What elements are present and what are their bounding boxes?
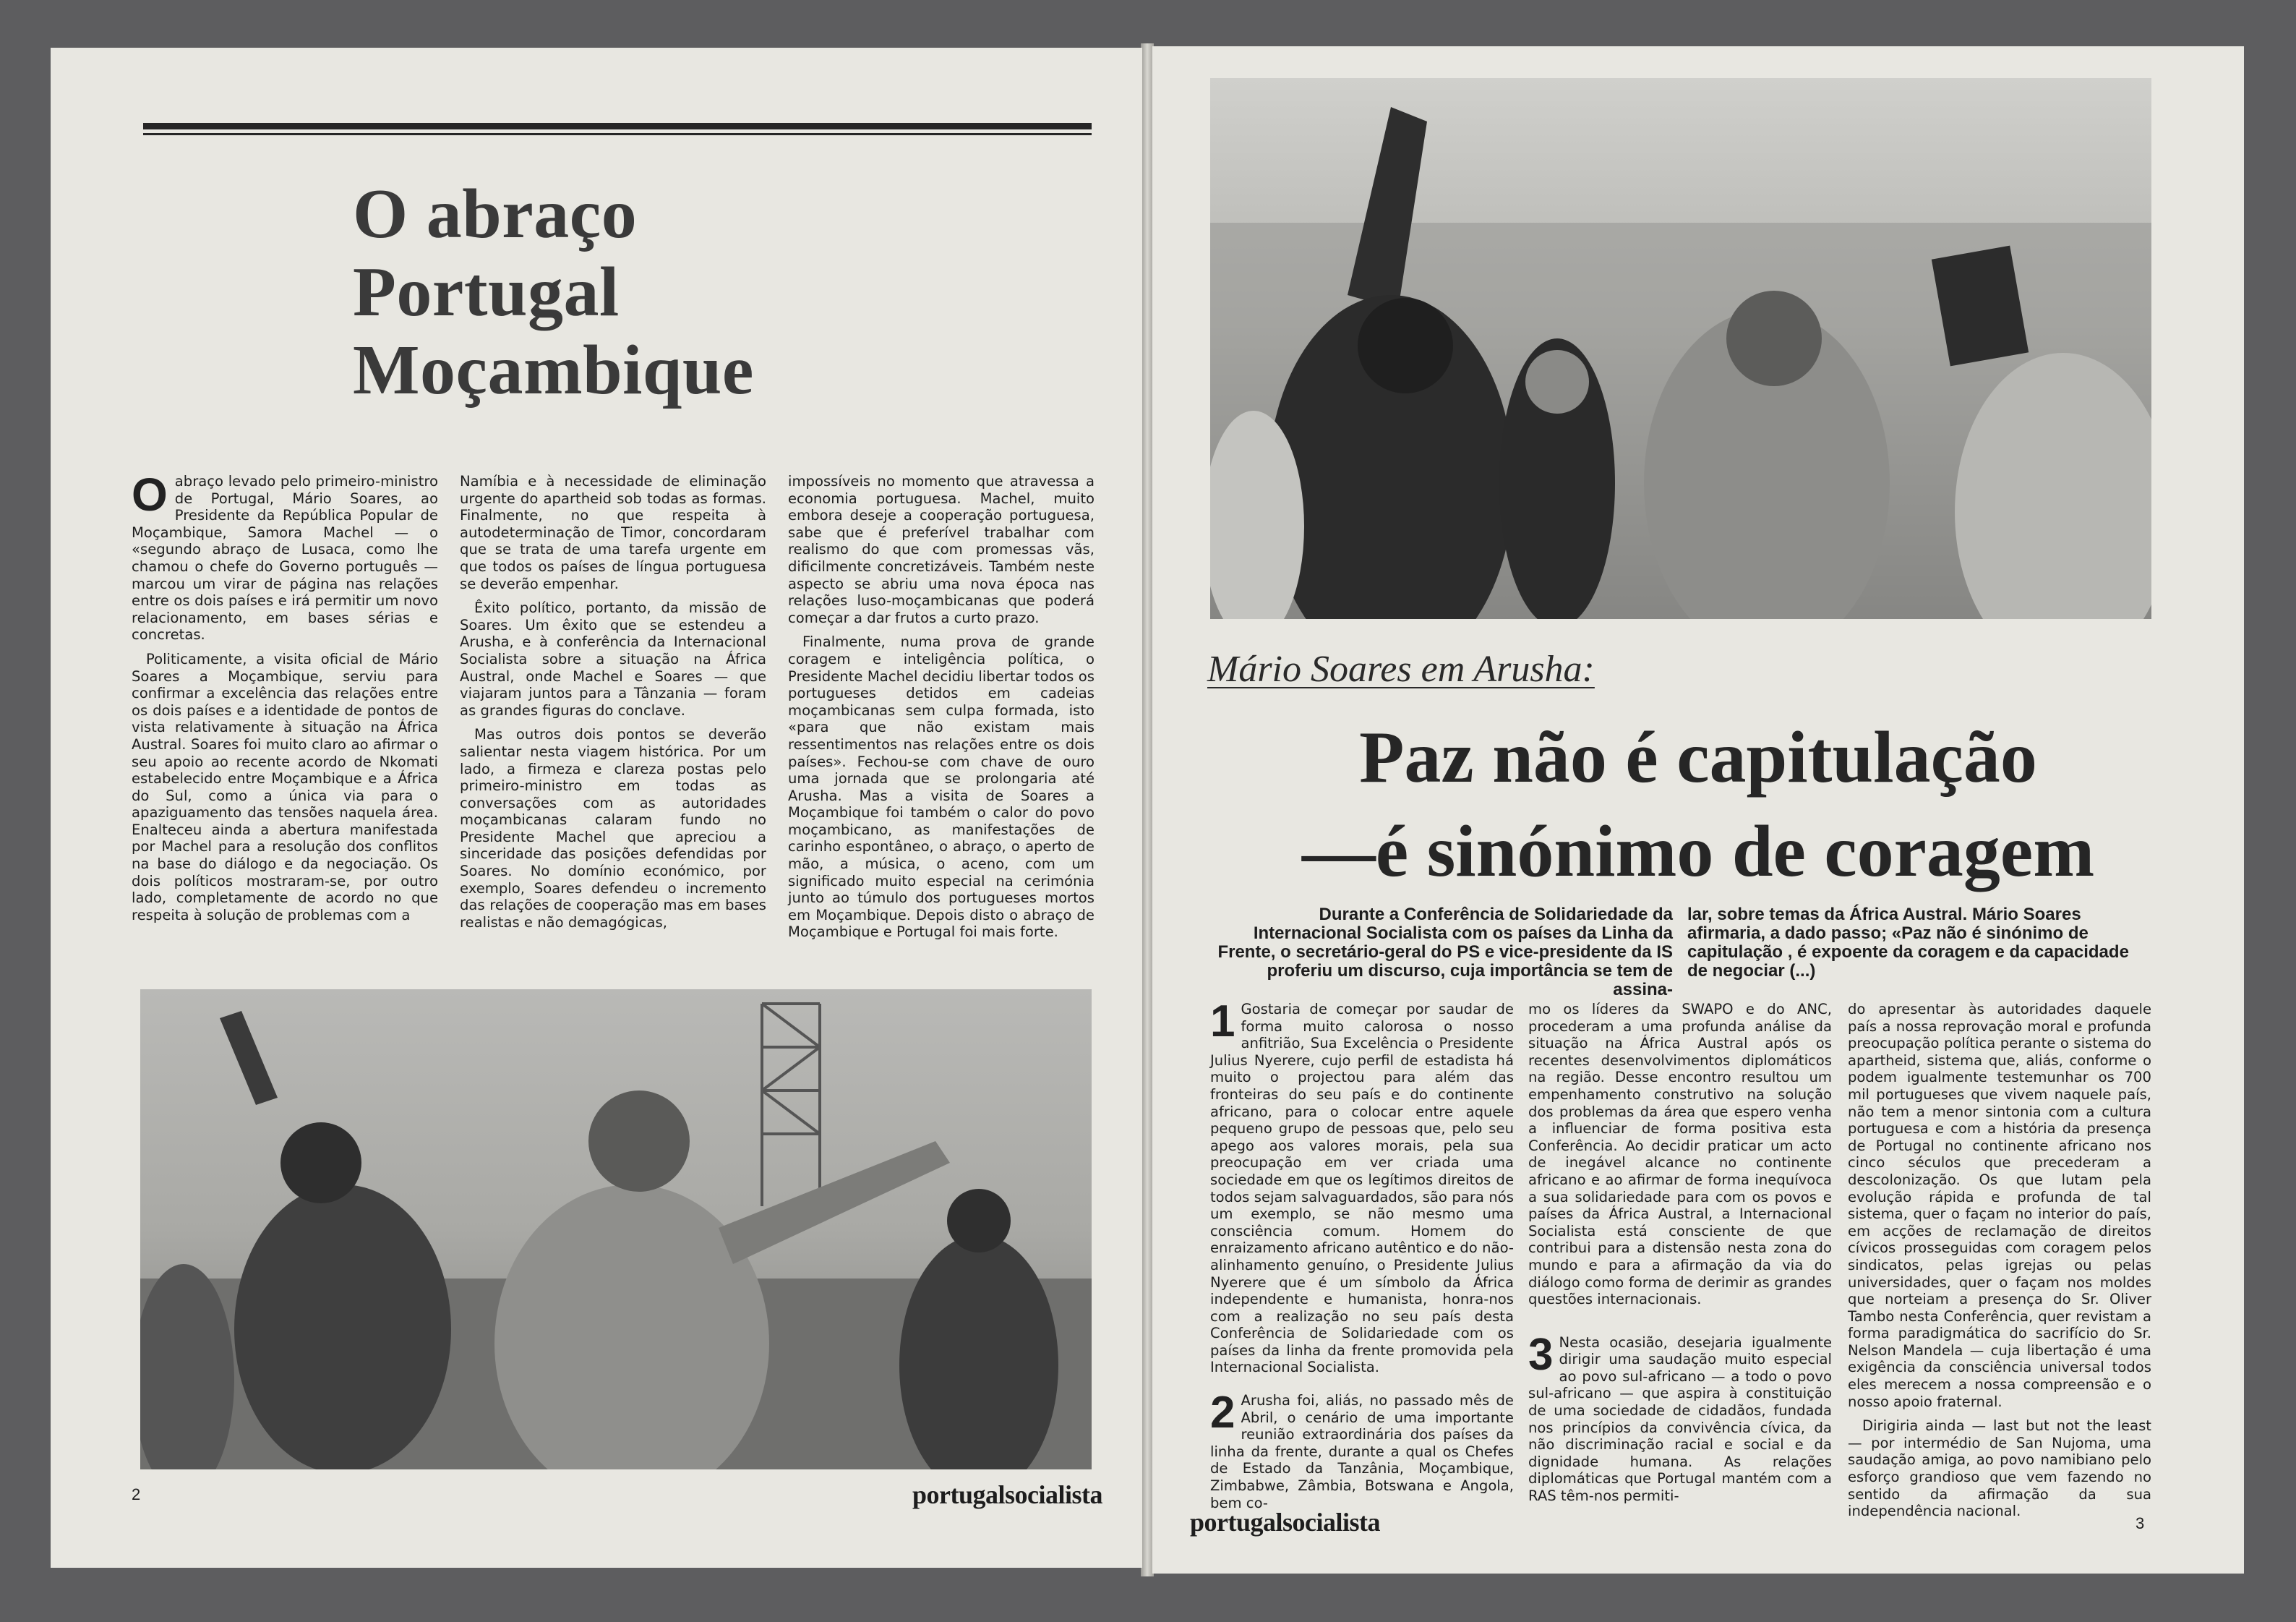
lede-left: Durante a Conferência de Solidariedade da Internacional Socialista com os países da Linha da Frente, o secretário-geral do PS e vice-presidente da IS proferiu um discurso, cuja importância se tem de assina- bbox=[1217, 905, 1673, 999]
article-headline-line-2: —é sinónimo de coragem bbox=[1301, 811, 2095, 892]
speech-column-3 bbox=[1848, 1001, 2151, 1527]
article-column-3 bbox=[788, 473, 1095, 948]
column-2-paragraph-2: Êxito político, portanto, da missão de Soares. Um êxito que se estendeu a Arusha, e à conferência da Internacional Socialista sobre a situação na África Austral, onde Machel e Soares — que viajaram juntos para a Tânzania — foram as grandes figuras do conclave. bbox=[460, 599, 766, 719]
section-number-1: 1 bbox=[1210, 996, 1235, 1046]
header-rule bbox=[143, 123, 1092, 129]
header-rule-thin bbox=[143, 133, 1092, 135]
drop-cap: O bbox=[132, 469, 168, 521]
column-3-paragraph-1: impossíveis no momento que atravessa a economia portuguesa. Machel, muito embora deseje a cooperação portuguesa, sabe que é preferível trabalhar com realismo do que com promessas vãs, dificilmente concretizáveis. Também neste aspecto se abriu uma nova época nas relações luso-moçambicanas que poderá começar a dar frutos a curto prazo. bbox=[788, 473, 1095, 626]
page-number: 2 bbox=[132, 1485, 141, 1503]
page-number: 3 bbox=[2136, 1514, 2145, 1532]
right-page bbox=[1152, 46, 2244, 1574]
article-headline bbox=[353, 175, 754, 409]
section-number-2: 2 bbox=[1210, 1388, 1235, 1438]
article-column-1 bbox=[132, 469, 438, 931]
article-kicker: Mário Soares em Arusha: bbox=[1207, 649, 1595, 690]
section-3-text: Nesta ocasião, desejaria igualmente dirigir uma saudação muito especial ao povo sul-africano — a todo o povo sul-africano — que aspira à constituição de uma sociedade de cidadãos, fundada nos princípios da convivência cívica, da não discriminação racial e social e da dignidade humana. As relações diplomáticas que Portugal mantém com a RAS têm-nos permiti- bbox=[1528, 1333, 1832, 1505]
headline-line-2: Portugal bbox=[353, 253, 620, 331]
headline-line-1: O abraço bbox=[353, 175, 638, 253]
section-2-continued: mo os líderes da SWAPO e do ANC, procederam a uma profunda análise da situação na África Austral após os recentes desenvolvimentos diplomáticos na região. Desse encontro resultou um empenhamento construtivo na solução dos problemas da área que espero venha a influenciar de forma positiva esta Conferência. Ao decidir praticar um acto de inegável alcance no continente africano e ao afirmar de forma inequívoca a sua solidariedade para com os povos e países da África Austral, a Internacional Socialista está consciente de que contribui para a distensão nesta zona do mundo e para a afirmação da via do diálogo como forma de derimir as grandes questões internacionais. bbox=[1528, 1001, 1832, 1308]
column-1-paragraph-2: Politicamente, a visita oficial de Mário Soares a Moçambique, serviu para confirmar a excelência das relações entre os dois países e a identidade de pontos de vista relativamente à situação na África Austral. Soares foi muito claro ao afirmar o seu apoio ao recente acordo de Nkomati estabelecido entre Moçambique e a África do Sul, como a única via para o apaziguamento das tensões naquela área. Enalteceu ainda a abertura manifestada por Machel para a resolução dos conflitos na base do diálogo e da negociação. Os dois políticos mostraram-se, por outro lado, completamente de acordo no que respeita à solução de problemas com a bbox=[132, 650, 438, 923]
column-1-paragraph-1: abraço levado pelo primeiro-ministro de Portugal, Mário Soares, ao Presidente da República Popular de Moçambique, Samora Machel — o «segundo abraço de Lusaca, como lhe chamou o chefe do Governo português — marcou um virar de página nas relações entre os dois países e irá permitir um novo relacionamento, em bases sérias e concretas. bbox=[132, 473, 438, 644]
article-headline-line-1: Paz não é capitulação bbox=[1359, 717, 2037, 798]
headline-line-3: Moçambique bbox=[353, 331, 754, 409]
column-3-paragraph-2: Finalmente, numa prova de grande coragem e inteligência política, o Presidente Machel decidiu libertar todos os portugueses detidos em cadeias moçambicanas sem culpa formada, isto «para que não existam mais ressentimentos nas relações entre os dois países». Fechou-se com chave de ouro uma jornada que se prolongaria até Arusha. Mas a visita de Soares a Moçambique foi também o calor do povo moçambicano, as manifestações de carinho espontâneo, o abraço, o aperto de mão, a música, o aceno, com um significado muito especial na cerimónia junto ao túmulo dos portugueses mortos em Moçambique. Depois disto o abraço de Moçambique e Portugal foi mais forte. bbox=[788, 633, 1095, 941]
lede-right: lar, sobre temas da África Austral. Mário Soares afirmaria, a dado passo; «Paz não é sinónimo de capitulação , é expoente da coragem e da capacidade de negociar (...) bbox=[1687, 905, 2129, 981]
masthead-footer: portugalsocialista bbox=[912, 1480, 1103, 1509]
column-2-paragraph-3: Mas outros dois pontos se deverão salientar nesta viagem histórica. Por um lado, a firmeza e clareza postas pelo primeiro-ministro em todas as conversações com as autoridades moçambicanas calaram fundo no Presidente Machel que apreciou a sinceridade das posições defendidas por Soares. No domínio económico, por exemplo, Soares defendeu o incremento das relações de cooperação mas em bases realistas e não demagógicas, bbox=[460, 726, 766, 931]
section-3-closing: Dirigiria ainda — last but not the least — por intermédio de San Nujoma, uma saudação amiga, ao povo namibiano pelo esforço grandioso que vem fazendo no sentido da afirmação da sua independência nacional. bbox=[1848, 1417, 2151, 1520]
speech-column-2 bbox=[1528, 1001, 1832, 1512]
section-1-text: Gostaria de começar por saudar de forma muito calorosa o nosso anfitrião, Sua Excelência o Presidente Julius Nyerere, cujo perfil de estadista há muito o projectou para além das fronteiras do seu país e do continente africano, para o colocar entre aquele pequeno grupo de pessoas que, pelo seu apego aos valores morais, pela sua preocupação em ver criada uma sociedade em que os legítimos direitos de todos sejam salvaguardados, são para nós um exemplo, se não mesmo uma consciência comum. Homem do enraizamento africano autêntico e do não-alinhamento genuíno, o Presidente Julius Nyerere que é um símbolo da África independente e humanista, honra-nos com a realização no seu país desta Conferência de Solidariedade com os países da linha da frente promovida pela Internacional Socialista. bbox=[1210, 1001, 1514, 1376]
section-number-3: 3 bbox=[1528, 1329, 1554, 1380]
photo-soares-machel-waving bbox=[140, 989, 1092, 1469]
speech-column-1 bbox=[1210, 996, 1514, 1519]
left-page bbox=[51, 48, 1142, 1568]
column-2-paragraph-1: Namíbia e à necessidade de eliminação urgente do apartheid sob todas as formas. Finalmente, no que respeita à autodeterminação de Timor, concordaram que se trata de uma tarefa urgente em que todos os países de língua portuguesa se deverão empenhar. bbox=[460, 473, 766, 592]
article-column-2 bbox=[460, 473, 766, 938]
section-3-continued: do apresentar às autoridades daquele país a nossa reprovação moral e profunda preocupação política perante o sistema do apartheid, sistema que, aliás, conforme o podem igualmente testemunhar os 700 mil portugueses que vivem naquele país, não tem a menor sintonia com a cultura portuguesa e com a história da presença de Portugal no continente africano nos cinco séculos que precederam a descolonização. Os que lutam pela evolução rápida e profunda de tal sistema, quer o façam no interior do país, em acções de reclamação de direitos cívicos prosseguidas com coragem pelos sindicatos, pelas igrejas ou pelas universidades, quer o façam nos moldes que norteiam a presença do Sr. Oliver Tambo nesta Conferência, quer revistam a forma paradigmática do sacrifício do Sr. Nelson Mandela — cuja libertação é uma exigência da consciência universal todos eles merecem a nossa compreensão e o nosso apoio fraternal. bbox=[1848, 1001, 2151, 1410]
section-2-text: Arusha foi, aliás, no passado mês de Abril, o cenário de uma importante reunião extraordinária dos países da linha da frente, durante a qual os Chefes de Estado da Tanzânia, Moçambique, Zimbabwe, Zâmbia, Botswana e Angola, bem co- bbox=[1210, 1392, 1514, 1511]
masthead-footer: portugalsocialista bbox=[1190, 1508, 1381, 1537]
photo-crowd-arusha bbox=[1210, 78, 2151, 619]
